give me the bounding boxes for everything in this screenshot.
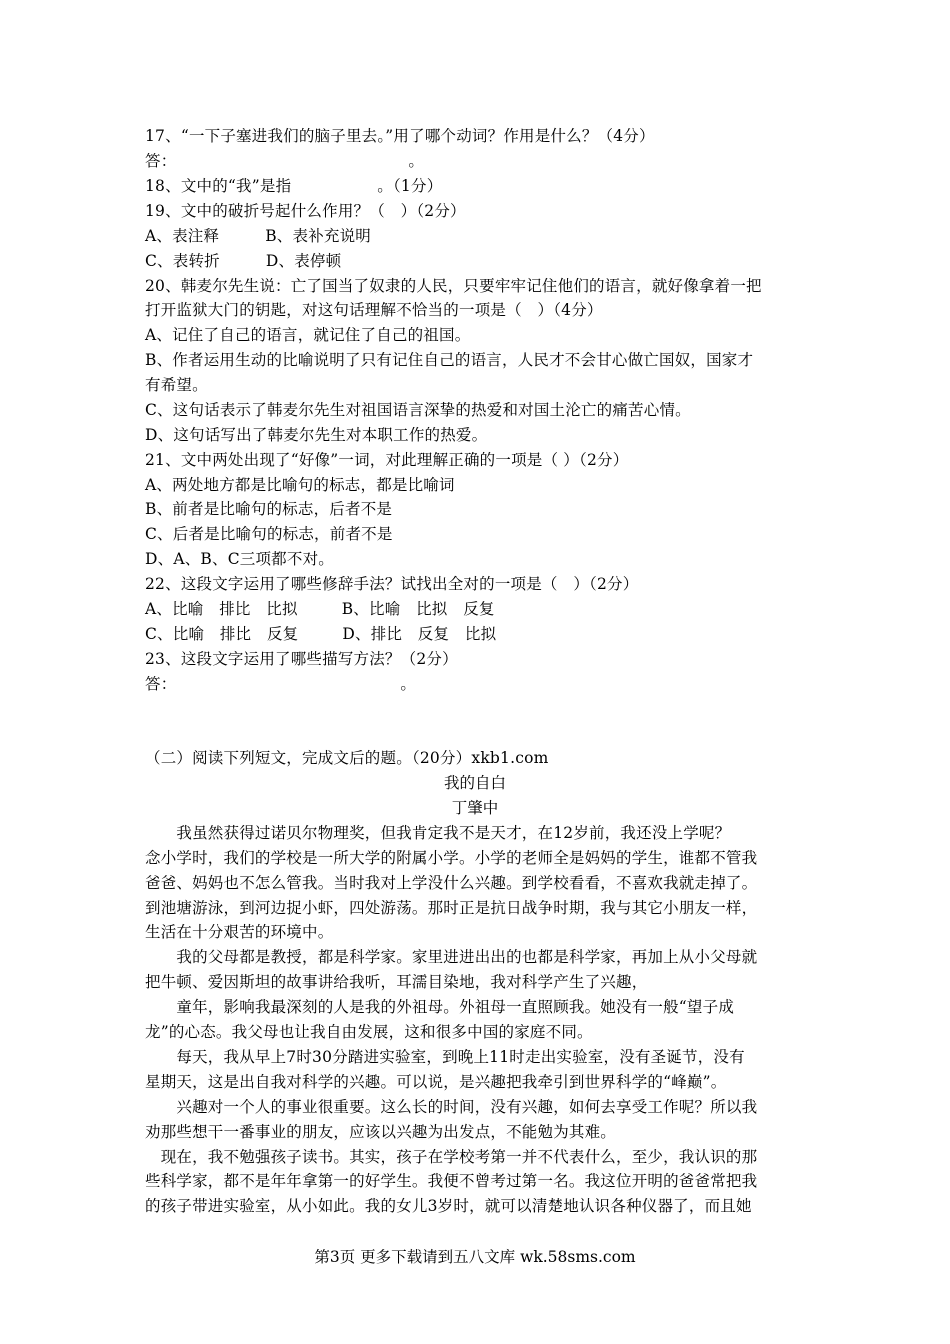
article-line: 把牛顿、爱因斯坦的故事讲给我听，耳濡目染地，我对科学产生了兴趣， <box>145 973 648 991</box>
article-line: 童年，影响我最深刻的人是我的外祖母。外祖母一直照顾我。她没有一般“望子成 <box>145 998 735 1016</box>
question-20-line1: 20、韩麦尔先生说：亡了国当了奴隶的人民，只要牢牢记住他们的语言，就好像拿着一把 <box>145 277 762 295</box>
article-line: 劝那些想干一番事业的朋友，应该以兴趣为出发点，不能勉为其难。 <box>145 1123 617 1141</box>
article-line: 些科学家，都不是年年拿第一的好学生。我便不曾考过第一名。我这位开明的爸爸常把我 <box>145 1172 758 1190</box>
article-line: 生活在十分艰苦的环境中。 <box>145 923 334 941</box>
article-line: 爸爸、妈妈也不怎么管我。当时我对上学没什么兴趣。到学校看看，不喜欢我就走掉了。 <box>145 874 758 892</box>
question-23-answer: 答： 。 <box>145 675 417 693</box>
article-line: 的孩子带进实验室，从小如此。我的女儿3岁时，就可以清楚地认识各种仪器了，而且她 <box>145 1197 752 1215</box>
article-line: 兴趣对一个人的事业很重要。这么长的时间，没有兴趣，如何去享受工作呢？所以我 <box>145 1098 758 1116</box>
article-line: 我的父母都是教授，都是科学家。家里进进出出的也都是科学家，再加上从小父母就 <box>145 948 758 966</box>
question-21-option-a: A、两处地方都是比喻句的标志，都是比喻词 <box>145 476 455 494</box>
question-20-option-c: C、这句话表示了韩麦尔先生对祖国语言深挚的热爱和对国土沦亡的痛苦心情。 <box>145 401 691 419</box>
article-author: 丁肇中 <box>451 799 499 817</box>
question-21-option-c: C、后者是比喻句的标志，前者不是 <box>145 525 393 543</box>
question-21: 21、文中两处出现了“好像”一词，对此理解正确的一项是（ ）（2分） <box>145 451 629 469</box>
question-17-answer: 答： 。 <box>145 152 425 170</box>
article-line: 到池塘游泳，到河边捉小虾，四处游荡。那时正是抗日战争时期，我与其它小朋友一样， <box>145 899 758 917</box>
question-22-options-cd: C、比喻 排比 反复 D、排比 反复 比拟 <box>145 625 497 643</box>
question-21-option-d: D、A、B、C三项都不对。 <box>145 550 334 568</box>
question-17: 17、“一下子塞进我们的脑子里去。”用了哪个动词？作用是什么？（4分） <box>145 127 655 145</box>
question-20-option-b-line2: 有希望。 <box>145 376 208 394</box>
section-2-intro: （二）阅读下列短文，完成文后的题。（20分）xkb1.com <box>145 749 549 767</box>
article-line: 星期天，这是出自我对科学的兴趣。可以说，是兴趣把我牵引到世界科学的“峰巅”。 <box>145 1073 727 1091</box>
question-21-option-b: B、前者是比喻句的标志，后者不是 <box>145 500 393 518</box>
question-20-line2: 打开监狱大门的钥匙，对这句话理解不恰当的一项是（ ）（4分） <box>145 301 603 319</box>
question-23: 23、这段文字运用了哪些描写方法？（2分） <box>145 650 458 668</box>
question-18: 18、文中的“我”是指 。（1分） <box>145 177 443 195</box>
article-line: 念小学时，我们的学校是一所大学的附属小学。小学的老师全是妈妈的学生，谁都不管我 <box>145 849 758 867</box>
question-22: 22、这段文字运用了哪些修辞手法？试找出全对的一项是（ ）（2分） <box>145 575 639 593</box>
question-20-option-b-line1: B、作者运用生动的比喻说明了只有记住自己的语言，人民才不会甘心做亡国奴，国家才 <box>145 351 754 369</box>
article-line: 现在，我不勉强孩子读书。其实，孩子在学校考第一并不代表什么，至少，我认识的那 <box>145 1148 758 1166</box>
question-20-option-d: D、这句话写出了韩麦尔先生对本职工作的热爱。 <box>145 426 488 444</box>
article-line: 龙”的心态。我父母也让我自由发展，这和很多中国的家庭不同。 <box>145 1023 593 1041</box>
question-22-options-ab: A、比喻 排比 比拟 B、比喻 比拟 反复 <box>145 600 495 618</box>
article-line: 我虽然获得过诺贝尔物理奖，但我肯定我不是天才，在12岁前，我还没上学呢？ <box>145 824 731 842</box>
question-20-option-a: A、记住了自己的语言，就记住了自己的祖国。 <box>145 326 471 344</box>
page-footer: 第3页 更多下载请到五八文库 wk.58sms.com <box>314 1248 636 1266</box>
question-19-options-cd: C、表转折 D、表停顿 <box>145 252 342 270</box>
article-title: 我的自白 <box>443 774 506 792</box>
question-19: 19、文中的破折号起什么作用？（ ）（2分） <box>145 202 466 220</box>
question-19-options-ab: A、表注释 B、表补充说明 <box>145 227 371 245</box>
article-line: 每天，我从早上7时30分踏进实验室，到晚上11时走出实验室，没有圣诞节，没有 <box>145 1048 745 1066</box>
